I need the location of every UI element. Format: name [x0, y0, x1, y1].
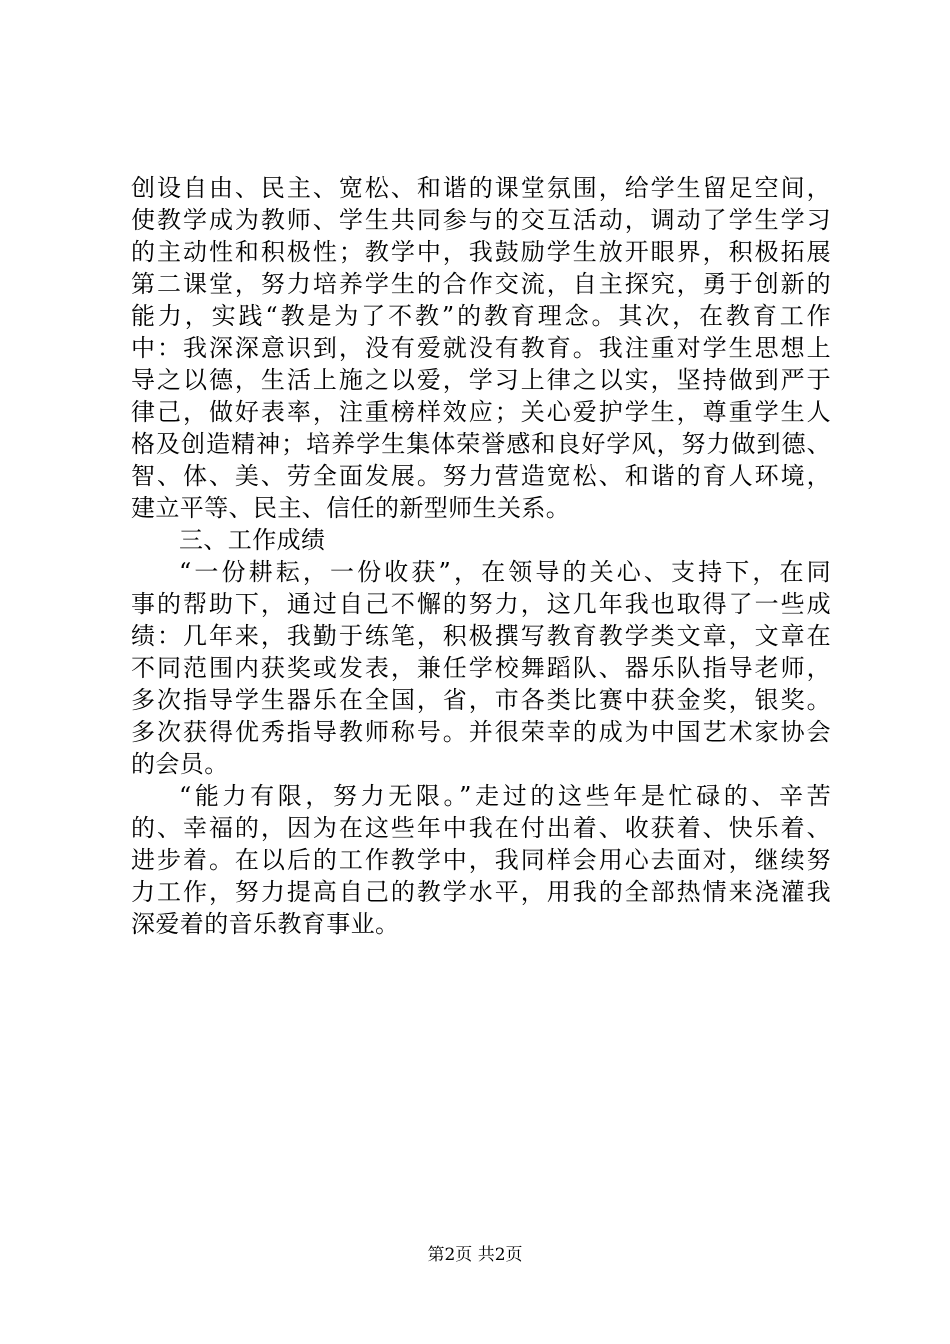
paragraph-line: 创设自由、民主、宽松、和谐的课堂氛围，给学生留足空间， — [131, 174, 831, 202]
paragraph-line: 导之以德，生活上施之以爱，学习上律之以实，坚持做到严于 — [131, 366, 831, 394]
paragraph-line: “一份耕耘，一份收获”，在领导的关心、支持下，在同 — [179, 558, 831, 586]
paragraph-line: 不同范围内获奖或发表，兼任学校舞蹈队、器乐队指导老师， — [131, 654, 831, 682]
paragraph-line: 事的帮助下，通过自己不懈的努力，这几年我也取得了一些成 — [131, 590, 831, 618]
paragraph-line: 多次获得优秀指导教师称号。并很荣幸的成为中国艺术家协会 — [131, 718, 831, 746]
paragraph-line: 力工作，努力提高自己的教学水平，用我的全部热情来浇灌我 — [131, 878, 831, 906]
paragraph-line: 第二课堂，努力培养学生的合作交流，自主探究，勇于创新的 — [131, 270, 831, 298]
paragraph-line: 的会员。 — [131, 750, 229, 778]
document-body — [131, 172, 831, 940]
page-footer: 第2页 共2页 — [427, 1245, 523, 1265]
section-heading: 三、工作成绩 — [179, 526, 326, 554]
paragraph-line: 使教学成为教师、学生共同参与的交互活动，调动了学生学习 — [131, 206, 831, 234]
paragraph-line: 能力，实践“教是为了不教”的教育理念。其次，在教育工作 — [131, 302, 831, 330]
paragraph-line: 的主动性和积极性；教学中，我鼓励学生放开眼界，积极拓展 — [131, 238, 831, 266]
paragraph-line: 多次指导学生器乐在全国，省，市各类比赛中获金奖，银奖。 — [131, 686, 831, 714]
paragraph-line: 格及创造精神；培养学生集体荣誉感和良好学风，努力做到德、 — [131, 430, 831, 458]
paragraph-line: 智、体、美、劳全面发展。努力营造宽松、和谐的育人环境， — [131, 462, 831, 490]
paragraph-line: “能力有限，努力无限。”走过的这些年是忙碌的、辛苦 — [179, 782, 831, 810]
paragraph-line: 绩：几年来，我勤于练笔，积极撰写教育教学类文章，文章在 — [131, 622, 831, 650]
paragraph-line: 建立平等、民主、信任的新型师生关系。 — [131, 494, 571, 522]
paragraph-line: 律己，做好表率，注重榜样效应；关心爱护学生，尊重学生人 — [131, 398, 831, 426]
paragraph-line: 深爱着的音乐教育事业。 — [131, 910, 400, 938]
paragraph-line: 中：我深深意识到，没有爱就没有教育。我注重对学生思想上 — [131, 334, 831, 362]
paragraph-line: 的、幸福的，因为在这些年中我在付出着、收获着、快乐着、 — [131, 814, 831, 842]
paragraph-line: 进步着。在以后的工作教学中，我同样会用心去面对，继续努 — [131, 846, 831, 874]
